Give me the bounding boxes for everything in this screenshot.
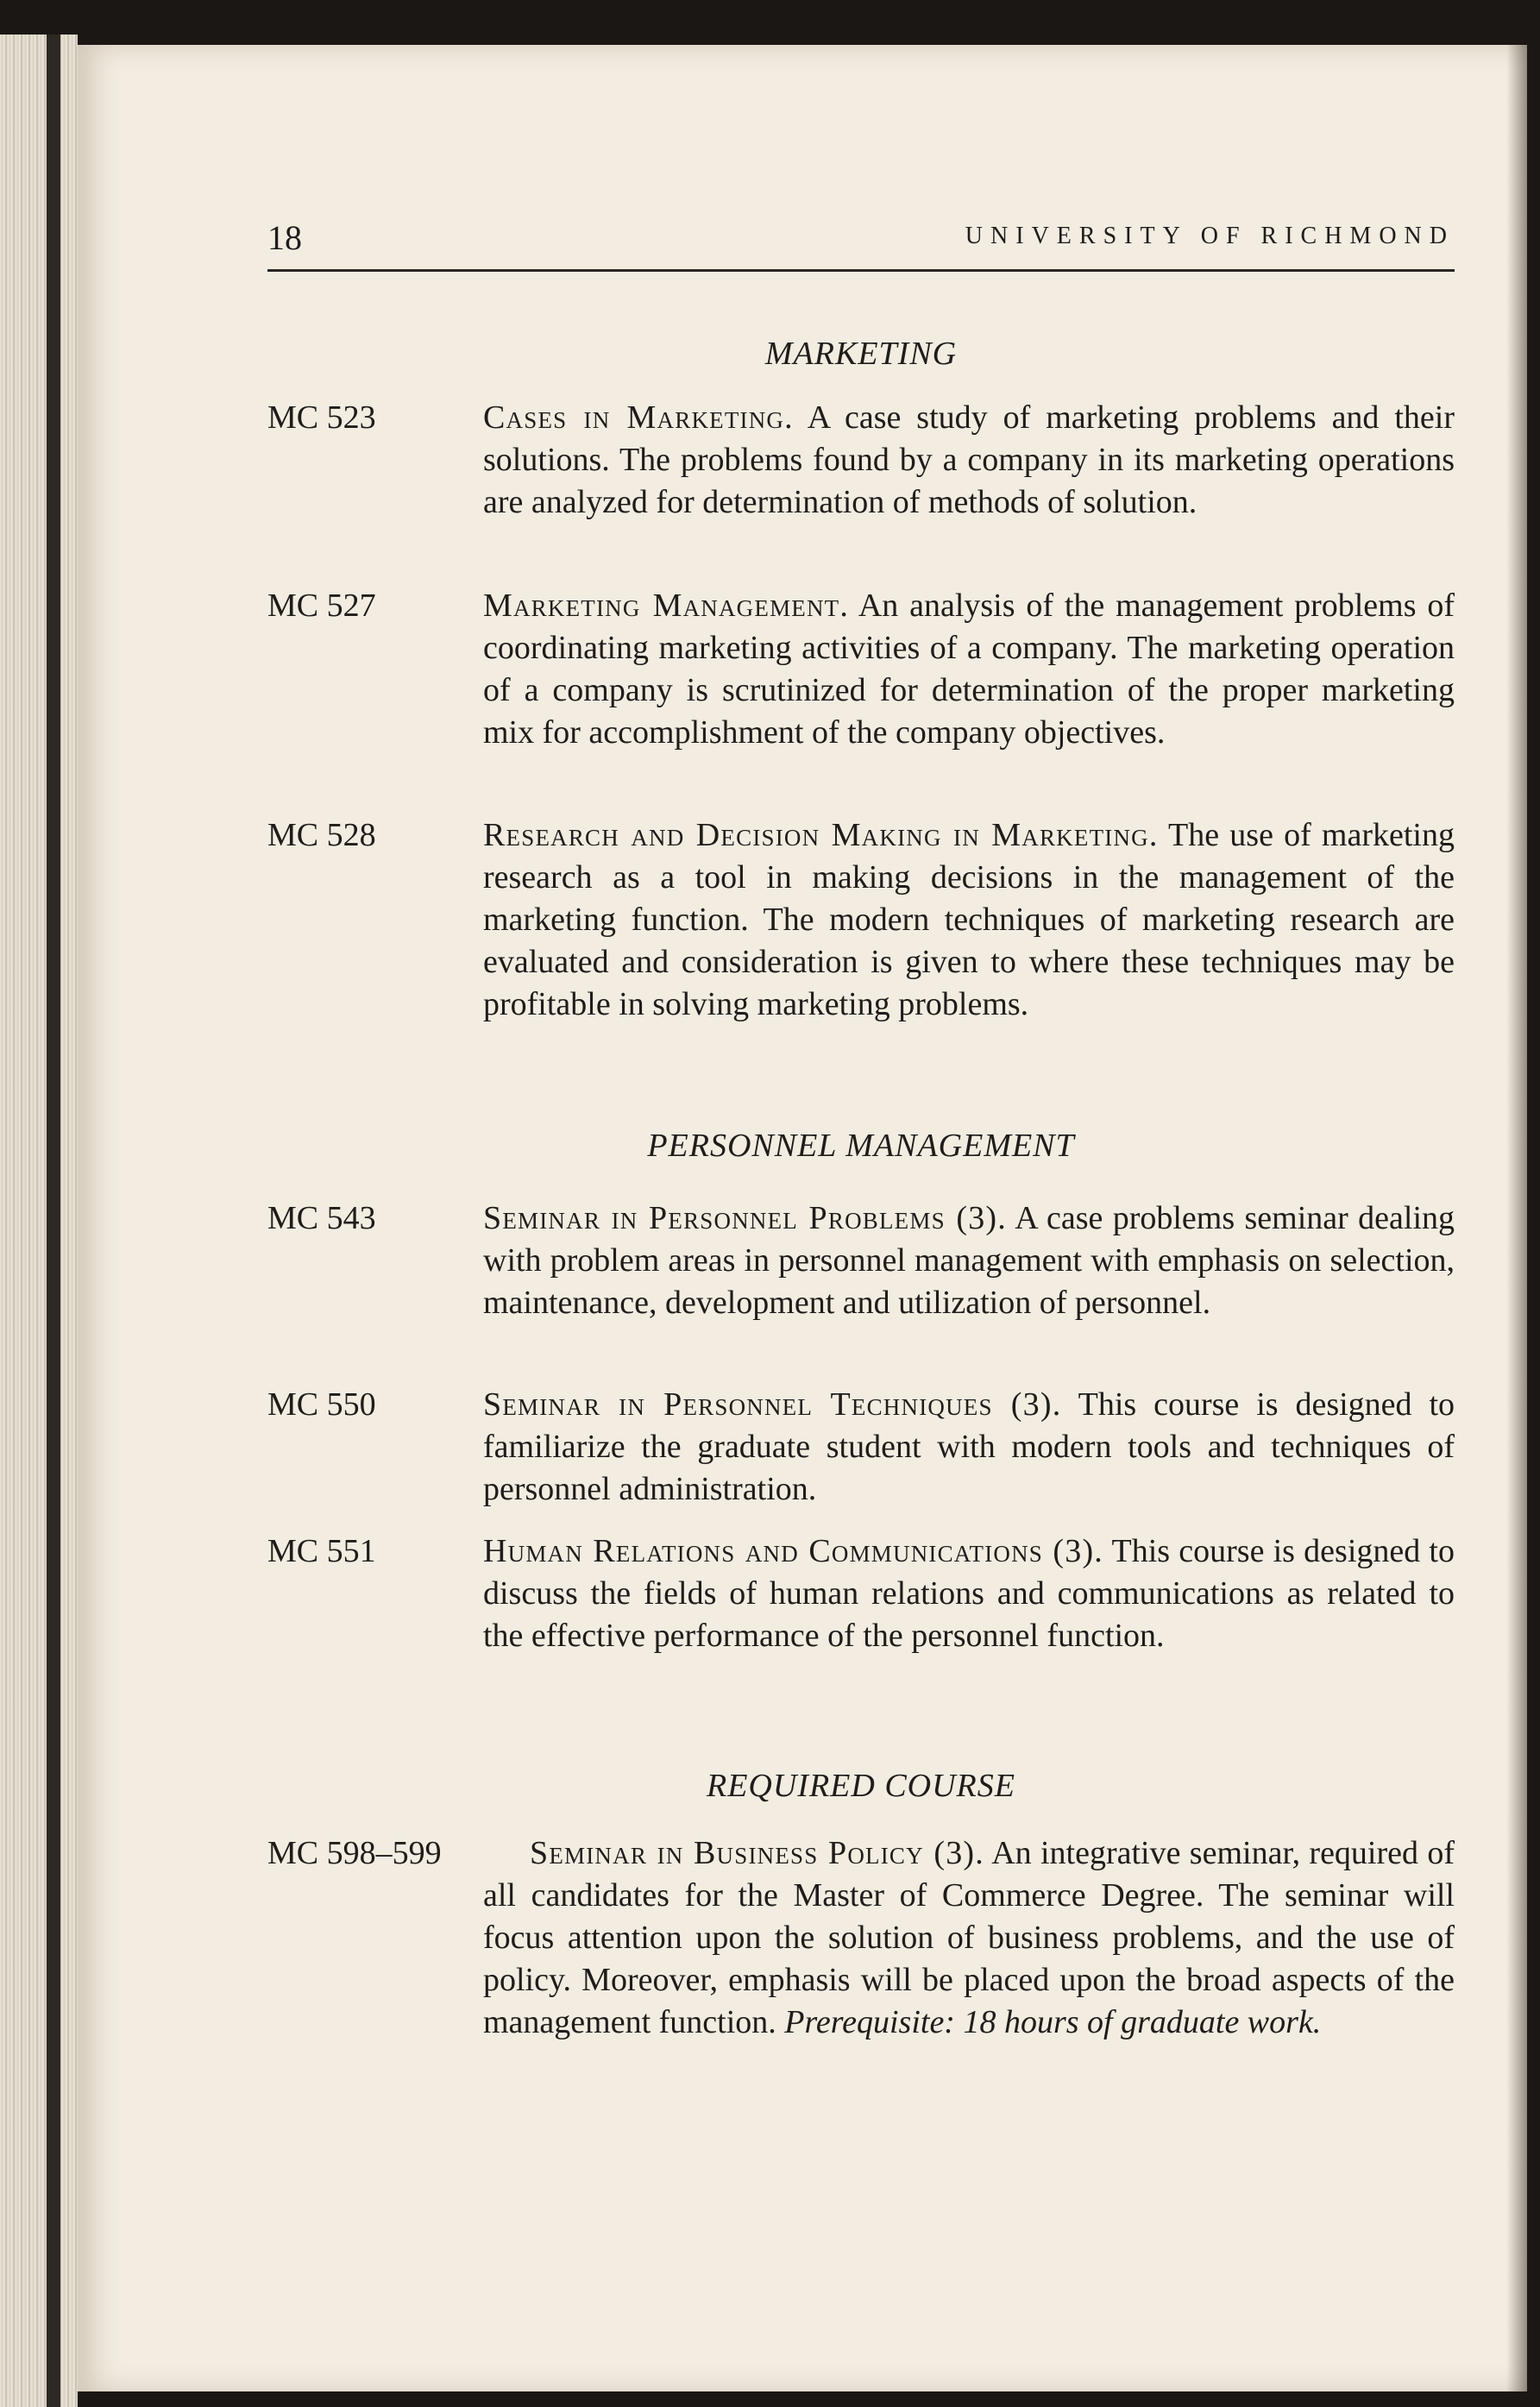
course-description: The use of marketing research as a tool in making decisions in the management of the marketing function. The modern techniques of marketing research are evaluated and consideration is given to where these techniques may be profitable in solving marketing problems. xyxy=(483,817,1455,1022)
course-title: Seminar in Personnel Problems (3). xyxy=(483,1200,1007,1236)
course-description: An analysis of the management problems of coordinating marketing activities of a company. The marketing operation of a company is scrutinized for determination of the proper marketing mix for accomplishment of the company objectives. xyxy=(483,588,1455,751)
section-title-required-course: REQUIRED COURSE xyxy=(707,1768,1015,1804)
course-entry-mc598-599 xyxy=(267,1832,1455,2044)
course-entry-mc528 xyxy=(267,814,1455,1026)
course-text xyxy=(483,814,1455,1026)
page-edge-shadow xyxy=(1506,45,1527,2391)
course-title: Research and Decision Making in Marketing. xyxy=(483,817,1159,853)
course-description: A case problems seminar dealing with problem areas in personnel management with emphasis on selection, maintenance, development and utilization of personnel. xyxy=(483,1200,1455,1321)
course-code: MC 550 xyxy=(267,1386,376,1423)
course-code: MC 527 xyxy=(267,588,376,624)
course-text xyxy=(483,1530,1455,1657)
course-description: This course is designed to discuss the fields of human relations and communications as related to the effective performance of the personnel function. xyxy=(483,1533,1455,1654)
course-title: Human Relations and Communications (3). xyxy=(483,1533,1103,1569)
course-code: MC 543 xyxy=(267,1200,376,1236)
course-entry-mc550 xyxy=(267,1384,1455,1511)
page-header xyxy=(267,217,1455,272)
course-title: Seminar in Personnel Techniques (3). xyxy=(483,1386,1062,1423)
course-description: This course is designed to familiarize the graduate student with modern tools and techniques of personnel administration. xyxy=(483,1386,1455,1507)
course-code: MC 551 xyxy=(267,1533,376,1569)
course-title: Cases in Marketing. xyxy=(483,399,794,436)
course-code: MC 523 xyxy=(267,399,376,436)
course-description: A case study of marketing problems and their solutions. The problems found by a company in its marketing operations are analyzed for determination of methods of solution. xyxy=(483,399,1455,520)
course-prerequisite: Prerequisite: 18 hours of graduate work. xyxy=(784,2004,1322,2040)
book-page-edges xyxy=(0,35,78,2407)
course-description: An integrative seminar, required of all candidates for the Master of Commerce Degree. The seminar will focus attention upon the solution of business problems, and the use of policy. Moreover, emphasis will be placed upon the broad aspects of the management function. xyxy=(483,1835,1455,2040)
section-title-marketing: MARKETING xyxy=(764,336,958,372)
course-code: MC 598–599 xyxy=(267,1835,442,1871)
course-title: Marketing Management. xyxy=(483,588,850,624)
course-text xyxy=(483,1832,1455,2044)
course-text xyxy=(483,1384,1455,1511)
course-entry-mc523 xyxy=(267,397,1455,524)
section-title-personnel-management: PERSONNEL MANAGEMENT xyxy=(647,1128,1075,1164)
course-text xyxy=(483,1197,1455,1324)
course-text xyxy=(483,585,1455,754)
course-entry-mc551 xyxy=(267,1530,1455,1657)
running-head: UNIVERSITY OF RICHMOND xyxy=(965,223,1455,249)
book-spine-shadow xyxy=(47,35,60,2407)
course-entry-mc543 xyxy=(267,1197,1455,1324)
course-entry-mc527 xyxy=(267,585,1455,754)
course-title: Seminar in Business Policy (3). xyxy=(530,1835,984,1871)
page-number: 18 xyxy=(267,218,302,257)
course-text xyxy=(483,397,1455,524)
course-code: MC 528 xyxy=(267,817,376,853)
